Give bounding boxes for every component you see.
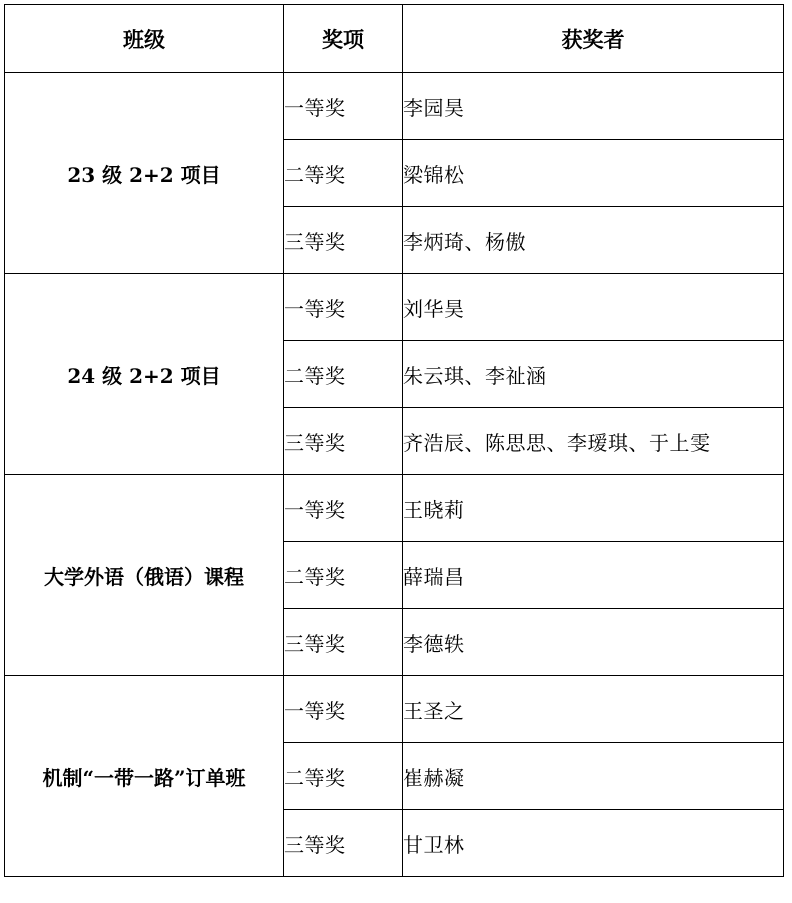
- award-cell: 二等奖: [284, 341, 403, 408]
- award-cell: 三等奖: [284, 810, 403, 877]
- winner-cell: 王圣之: [403, 676, 784, 743]
- class-cell: 24 级 2+2 项目: [5, 274, 284, 475]
- winner-cell: 李炳琦、杨傲: [403, 207, 784, 274]
- winner-cell: 李德轶: [403, 609, 784, 676]
- winner-cell: 梁锦松: [403, 140, 784, 207]
- award-cell: 三等奖: [284, 609, 403, 676]
- award-cell: 二等奖: [284, 140, 403, 207]
- header-winner: 获奖者: [403, 5, 784, 73]
- class-cell: 23 级 2+2 项目: [5, 73, 284, 274]
- table-row: [5, 475, 784, 542]
- award-cell: 一等奖: [284, 475, 403, 542]
- award-cell: 二等奖: [284, 542, 403, 609]
- winner-cell: 刘华昊: [403, 274, 784, 341]
- table-row: [5, 73, 784, 140]
- winner-cell: 李园昊: [403, 73, 784, 140]
- award-cell: 三等奖: [284, 207, 403, 274]
- award-cell: 三等奖: [284, 408, 403, 475]
- table-row: [5, 676, 784, 743]
- winner-cell: 薛瑞昌: [403, 542, 784, 609]
- winner-cell: 朱云琪、李祉涵: [403, 341, 784, 408]
- header-class: 班级: [5, 5, 284, 73]
- class-cell: 机制“一带一路”订单班: [5, 676, 284, 877]
- award-cell: 二等奖: [284, 743, 403, 810]
- header-row: [5, 5, 784, 73]
- table-row: [5, 274, 784, 341]
- winner-cell: 王晓莉: [403, 475, 784, 542]
- winner-cell: 甘卫林: [403, 810, 784, 877]
- award-cell: 一等奖: [284, 676, 403, 743]
- award-cell: 一等奖: [284, 274, 403, 341]
- winner-cell: 崔赫凝: [403, 743, 784, 810]
- award-cell: 一等奖: [284, 73, 403, 140]
- header-award: 奖项: [284, 5, 403, 73]
- winner-cell: 齐浩辰、陈思思、李瑷琪、于上雯: [403, 408, 784, 475]
- awards-table: [4, 4, 784, 877]
- class-cell: 大学外语（俄语）课程: [5, 475, 284, 676]
